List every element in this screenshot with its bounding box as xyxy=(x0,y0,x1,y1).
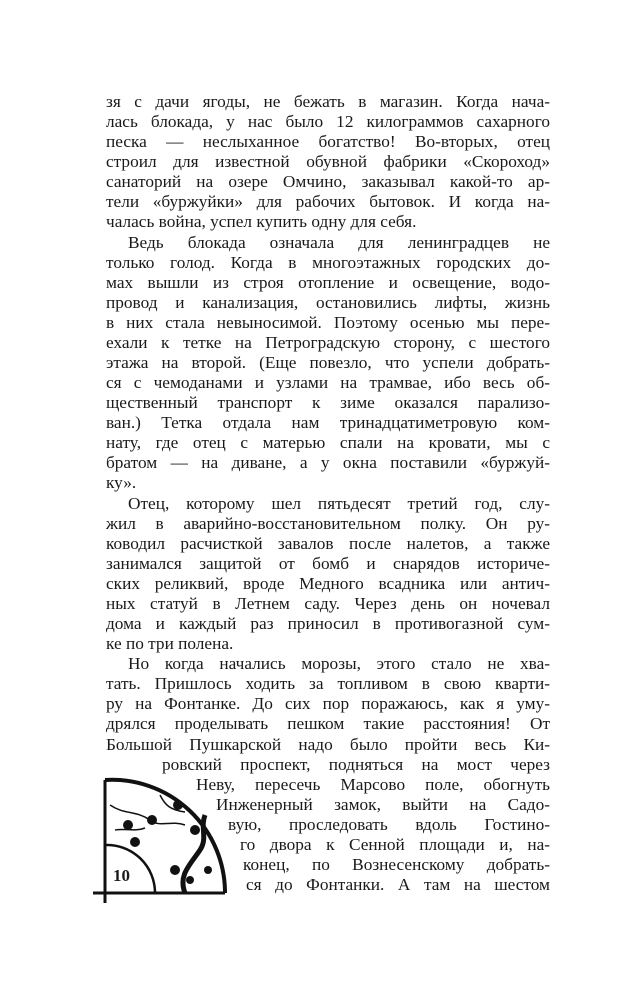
text-line: ку». xyxy=(106,473,137,493)
text-line: ехали к тетке на Петроградскую сторону, с шестого xyxy=(106,332,550,352)
text-line: песка — неслыханное богатство! Во-вторых, отец xyxy=(106,132,550,152)
text-line: строил для известной обувной фабрики «Скороход» xyxy=(106,152,550,172)
text-line: дрялся проделывать пешком такие расстояния! От xyxy=(106,714,550,734)
text-line: провод и канализация, остановились лифты, жизнь xyxy=(106,292,550,312)
text-line: ровский проспект, подняться на мост через xyxy=(162,754,550,774)
text-line: ских реликвий, вроде Медного всадника или антич- xyxy=(106,573,550,593)
text-line: тели «буржуйки» для рабочих бытовок. И когда на- xyxy=(106,192,550,212)
text-line: го двора к Сенной площади и, на- xyxy=(240,834,550,854)
text-line: Но когда начались морозы, этого стало не хва- xyxy=(128,654,550,674)
text-line: Неву, пересечь Марсово поле, обогнуть xyxy=(196,774,550,794)
text-line: чалась война, успел купить одну для себя. xyxy=(106,212,417,232)
text-line: тать. Пришлось ходить за топливом в свою кварти- xyxy=(106,674,550,694)
text-line: ке по три полена. xyxy=(106,634,234,654)
text-line: жил в аварийно-восстановительном полку. Он ру- xyxy=(106,513,550,533)
text-line: Ведь блокада означала для ленинградцев не xyxy=(128,232,550,252)
text-line: ру на Фонтанке. До сих пор поражаюсь, как я уму- xyxy=(106,694,550,714)
text-line: дома и каждый раз приносил в противогазной сум- xyxy=(106,614,550,634)
text-line: конец, по Вознесенскому добрать- xyxy=(243,854,550,874)
text-line: Инженерный замок, выйти на Садо- xyxy=(216,794,550,814)
text-line: занимался защитой от бомб и снарядов историче- xyxy=(106,553,550,573)
text-line: Большой Пушкарской надо было пройти весь Ки- xyxy=(106,734,550,754)
text-line: этажа на второй. (Еще повезло, что успели добрать- xyxy=(106,353,550,373)
text-line: вую, проследовать вдоль Гостино- xyxy=(228,814,550,834)
text-line: мах вышли из строя отопление и освещение, водо- xyxy=(106,272,550,292)
text-line: лась блокада, у нас было 12 килограммов сахарного xyxy=(106,112,550,132)
text-line: ся с чемоданами и узлами на трамвае, ибо весь об- xyxy=(106,373,550,393)
page-number: 10 xyxy=(113,866,130,885)
text-line: ся до Фонтанки. А там на шестом xyxy=(246,875,550,895)
text-line: щественный транспорт к зиме оказался парализо- xyxy=(106,393,550,413)
text-line: зя с дачи ягоды, не бежать в магазин. Когда нача- xyxy=(106,92,550,111)
text-line: братом — на диване, а у окна поставили «буржуй- xyxy=(106,453,550,473)
text-line: только голод. Когда в многоэтажных городских до- xyxy=(106,252,550,272)
text-line: ван.) Тетка отдала нам тринадцатиметровую ком- xyxy=(106,413,550,433)
text-line: нату, где отец с матерью спали на кровати, мы с xyxy=(106,433,550,453)
text-line: санаторий на озере Омчино, заказывал какой-то ар- xyxy=(106,172,550,192)
text-line: Отец, которому шел пятьдесят третий год, слу- xyxy=(128,493,550,513)
text-line: в них стала невыносимой. Поэтому осенью мы пере- xyxy=(106,312,550,332)
text-line: ных статуй в Летнем саду. Через день он ночевал xyxy=(106,593,550,613)
fan-ornament-icon xyxy=(90,770,240,910)
text-line: ководил расчисткой завалов после налетов, а также xyxy=(106,533,550,553)
